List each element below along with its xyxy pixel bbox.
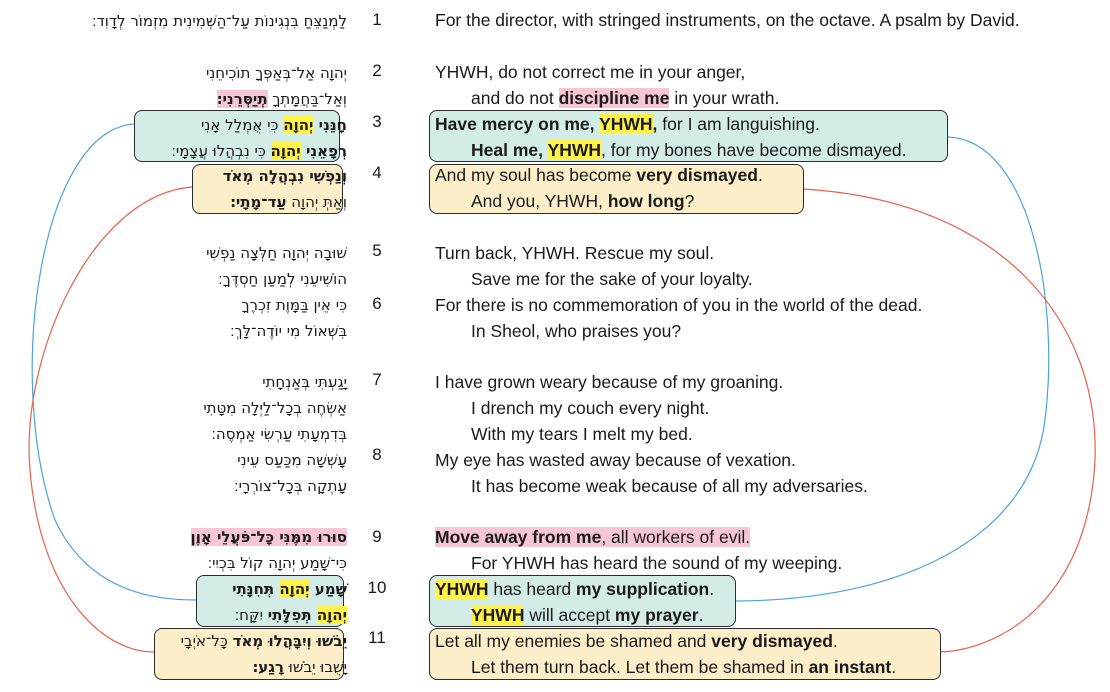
english-highlight-yhwh: YHWH xyxy=(435,579,489,599)
english-highlight-yhwh: YHWH xyxy=(547,140,601,160)
red-arc-left xyxy=(29,187,192,652)
english-text: and do not xyxy=(471,88,559,108)
hebrew-text: חָנֵּנִי xyxy=(313,116,347,134)
verse-number: 8 xyxy=(372,445,382,464)
english-text: my prayer xyxy=(614,605,699,625)
hebrew-line: כִּי אֵין בַּמָּוֶת זִכְרֶךָ xyxy=(241,296,347,314)
hebrew-line: בִּשְׁאוֹל מִי יוֹדֶה־לָּךְ׃ xyxy=(230,322,347,340)
english-line xyxy=(435,630,838,652)
hebrew-highlight-yhwh: יְהוָה xyxy=(270,142,301,160)
english-highlight-yhwh: YHWH xyxy=(471,605,525,625)
hebrew-line xyxy=(201,114,347,136)
english-line: Save me for the sake of your loyalty. xyxy=(471,269,753,289)
english-text: Heal me, xyxy=(471,140,548,160)
english-line xyxy=(435,113,820,135)
english-line: For the director, with stringed instruments, on the octave. A psalm by David. xyxy=(435,10,1020,30)
english-text: very dismayed xyxy=(711,631,833,651)
verse-number: 7 xyxy=(372,370,382,389)
english-text: . xyxy=(891,657,897,677)
verse-number: 4 xyxy=(372,163,382,182)
hebrew-text: רָגַע׃ xyxy=(252,658,284,676)
english-line: YHWH, do not correct me in your anger, xyxy=(435,62,746,82)
english-highlight-move-away: Move away from me xyxy=(435,527,602,547)
hebrew-text: וְנַפְשִׁי נִבְהֲלָה מְאֹד xyxy=(222,167,347,185)
english-line xyxy=(435,526,750,548)
english-line: In Sheol, who praises you? xyxy=(471,321,682,341)
blue-arc-left xyxy=(32,124,196,600)
english-text: . xyxy=(832,631,838,651)
hebrew-highlight-discipline: תְיַסְּרֵנִי׃ xyxy=(216,90,268,108)
english-line: It has become weak because of all my adversaries. xyxy=(471,476,868,496)
hebrew-line: שׁוּבָה יְהוָה חַלְּצָה נַפְשִׁי xyxy=(206,244,347,262)
hebrew-text: יֵבֹשׁוּ וְיִבָּהֲלוּ מְאֹד xyxy=(232,632,347,650)
english-text: , xyxy=(652,114,658,134)
english-line xyxy=(471,87,779,109)
hebrew-line xyxy=(223,165,347,187)
english-line xyxy=(471,656,896,678)
english-text: , for my bones have become dismayed. xyxy=(601,140,907,160)
english-text: very dismayed xyxy=(636,165,758,185)
hebrew-line xyxy=(191,526,347,548)
hebrew-line xyxy=(230,191,347,213)
english-text: ? xyxy=(684,191,695,211)
verse-number: 6 xyxy=(372,294,382,313)
english-text: . xyxy=(698,605,704,625)
hebrew-text: וְאַתְּ יְהוָה xyxy=(286,193,347,211)
english-highlight-workers: , all workers of evil. xyxy=(601,527,751,547)
hebrew-text: רְפָאֵנִי xyxy=(300,142,347,160)
english-text: Let all my enemies be shamed and xyxy=(435,631,712,651)
english-text: . xyxy=(757,165,763,185)
english-text: . xyxy=(709,579,715,599)
hebrew-line: בְּדִמְעָתִי עַרְשִׂי אַמְסֶה׃ xyxy=(211,425,347,443)
english-text: will accept xyxy=(524,605,615,625)
hebrew-highlight-yhwh: יְהוָה xyxy=(316,606,347,624)
hebrew-text: יָשֻׁבוּ יֵבֹשׁוּ xyxy=(283,658,347,676)
english-line: My eye has wasted away because of vexation. xyxy=(435,450,796,470)
hebrew-line: יְהוָה אַל־בְּאַפְּךָ תוֹכִיחֵנִי xyxy=(205,64,347,82)
english-text: Let them turn back. Let them be shamed in xyxy=(471,657,809,677)
english-text: in your wrath. xyxy=(669,88,780,108)
verse-number: 11 xyxy=(368,628,386,647)
hebrew-line: כִּי־שָׁמַע יְהוָה קוֹל בִּכְיִי׃ xyxy=(207,554,347,572)
hebrew-text: וְאַל־בַּחֲמָתְךָ xyxy=(267,90,347,108)
english-text: Have mercy on me, xyxy=(435,114,600,134)
hebrew-line: עָשְׁשָׁה מִכַּעַס עֵינִי xyxy=(237,451,347,469)
verse-number: 10 xyxy=(367,578,387,597)
hebrew-highlight-move-away: סוּרוּ מִמֶּנִּי כָּל־פֹּעֲלֵי אָוֶן xyxy=(190,528,347,546)
verse-number: 9 xyxy=(372,527,382,546)
red-arc-right xyxy=(802,189,1095,652)
hebrew-text: שָׁמַע xyxy=(309,580,347,598)
hebrew-line: הוֹשִׁיעֵנִי לְמַעַן חַסְדֶּךָ׃ xyxy=(218,270,347,288)
hebrew-text: תְּפִלָּתִי xyxy=(267,606,317,624)
english-line: With my tears I melt my bed. xyxy=(471,424,693,444)
english-highlight-yhwh: YHWH xyxy=(599,114,653,134)
verse-number: 5 xyxy=(372,241,382,260)
english-line xyxy=(471,190,694,212)
english-text: And you, YHWH, xyxy=(471,191,608,211)
hebrew-text: כִּי נִבְהֲלוּ עֲצָמָי׃ xyxy=(171,142,271,160)
english-text: how long xyxy=(607,191,685,211)
english-line xyxy=(471,604,703,626)
english-line: I have grown weary because of my groaning. xyxy=(435,372,784,392)
hebrew-highlight-yhwh: יְהוָה xyxy=(279,580,310,598)
hebrew-line: עָתְקָה בְּכָל־צוֹרְרָי׃ xyxy=(234,477,347,495)
hebrew-line: אַשְׂחֶה בְכָל־לַיְלָה מִטָּתִי xyxy=(203,399,347,417)
english-line: Turn back, YHWH. Rescue my soul. xyxy=(435,243,715,263)
hebrew-text: תְּחִנָּתִי xyxy=(232,580,280,598)
english-text: And my soul has become xyxy=(435,165,637,185)
hebrew-text: כִּי אֻמְלַל אָנִי xyxy=(201,116,284,134)
english-line xyxy=(435,578,714,600)
hebrew-text: כָּל־אֹיְבָי xyxy=(180,632,233,650)
hebrew-line xyxy=(217,88,347,110)
hebrew-text: עַד־מָתָי׃ xyxy=(230,193,287,211)
verse-number: 3 xyxy=(372,112,382,131)
hebrew-line xyxy=(235,604,347,626)
hebrew-line xyxy=(253,656,347,678)
hebrew-line xyxy=(232,578,347,600)
verse-number: 2 xyxy=(372,61,382,80)
hebrew-line xyxy=(171,140,347,162)
english-text: for I am languishing. xyxy=(657,114,820,134)
english-line xyxy=(435,164,763,186)
hebrew-line xyxy=(181,630,347,652)
hebrew-line: יָגַעְתִּי בְּאַנְחָתִי xyxy=(262,373,347,391)
hebrew-line: לַמְנַצֵּחַ בִּנְגִינוֹת עַל־הַשְּׁמִינִית מִזְמוֹר לְדָוִד׃ xyxy=(92,12,347,30)
english-text: an instant xyxy=(808,657,892,677)
english-text: has heard xyxy=(488,579,577,599)
english-line: For there is no commemoration of you in the world of the dead. xyxy=(435,295,923,315)
hebrew-text: יִקָּח׃ xyxy=(234,606,268,624)
english-text: my supplication xyxy=(576,579,710,599)
english-highlight-discipline: discipline me xyxy=(558,88,670,108)
english-line: For YHWH has heard the sound of my weeping. xyxy=(471,553,843,573)
english-line xyxy=(471,139,906,161)
hebrew-highlight-yhwh: יְהוָה xyxy=(283,116,314,134)
english-line: I drench my couch every night. xyxy=(471,398,710,418)
verse-number: 1 xyxy=(372,10,382,29)
